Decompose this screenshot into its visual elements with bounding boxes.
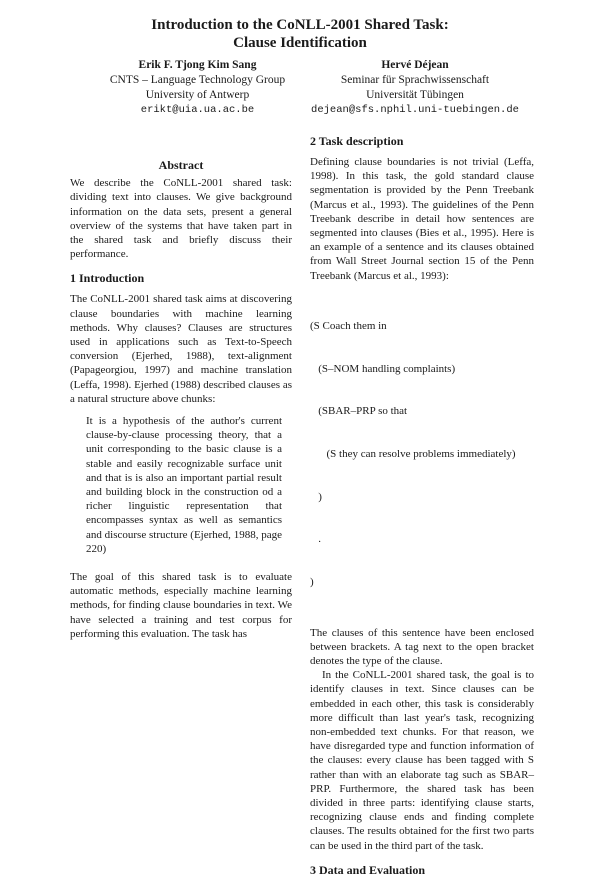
author-affiliation: Seminar für Sprachwissenschaft: [340, 74, 490, 86]
section-2-paragraph-1: Defining clause boundaries is not trivial (Leffa, 1998). In this task, the gold standard clause segmentation is provided by the Penn Treebank (Marcus et al., 1993). The guidelines of the Penn Treebank describe in detail how sentences are segmented into clauses (Bies et al., 1995). Here is an example of a sentence and its clauses obtained from Wall Street Journal section 15 of the Penn Treebank (Marcus et al., 1993):: [310, 156, 534, 282]
section-3-heading: 3 Data and Evaluation: [310, 862, 426, 877]
example-line: (SBAR–PRP so that: [310, 405, 408, 418]
section-1-heading: 1 Introduction: [70, 271, 145, 286]
author-institution: University of Antwerp: [145, 89, 250, 101]
section-2-paragraph-2: The clauses of this sentence have been enclosed between brackets. A tag next to the open bracket denotes the type of the clause.: [310, 626, 534, 667]
section-1-quote: It is a hypothesis of the author's current clause-by-clause processing theory, that a unit corresponding to the basic clause is a stable and easily recognizable surface unit and that is is also an important partial result and building block in the construction od a richer linguistic representation that encompasses syntax as well as semantics and discourse structure (Ejerhed, 1988, page 220): [86, 415, 282, 555]
author-email: erikt@uia.ua.ac.be: [140, 104, 255, 116]
author-name: Erik F. Tjong Kim Sang: [138, 59, 257, 71]
example-line: ): [310, 490, 322, 503]
left-column: [70, 158, 292, 641]
example-line: .: [310, 533, 321, 546]
example-line: (S–NOM handling complaints): [310, 362, 456, 375]
example-line: (S Coach them in: [310, 320, 387, 333]
example-line: (S they can resolve problems immediately): [310, 448, 516, 461]
author-name: Hervé Déjean: [381, 59, 449, 71]
title-line-1: Introduction to the CoNLL-2001 Shared Task:: [151, 17, 449, 33]
author-institution: Universität Tübingen: [366, 89, 464, 101]
author-block-1: [85, 58, 310, 118]
section-1-paragraph-1: The CoNLL-2001 shared task aims at discovering clause boundaries with machine learning methods. Why clauses? Clauses are structures used in applications such as Text-to-Speech conversion (Ejerhed, 1988), text-alignment (Papageorgiou, 1997) and machine translation (Leffa, 1998). Ejerhed (1988) described clauses as a natural structure above chunks:: [70, 293, 292, 405]
section-1-paragraph-2: The goal of this shared task is to evaluate automatic methods, especially machine learning methods, for finding clause boundaries in text. We have selected a training and test corpus for performing this evaluation. The task has: [70, 571, 292, 640]
paper-title: [0, 16, 600, 52]
clause-example: [310, 291, 534, 618]
title-line-2: Clause Identification: [233, 35, 367, 51]
author-block-2: [300, 58, 530, 118]
author-email: dejean@sfs.nphil.uni-tuebingen.de: [311, 104, 519, 116]
abstract-heading: Abstract: [158, 158, 204, 172]
author-affiliation: CNTS – Language Technology Group: [109, 74, 286, 86]
abstract-text: We describe the CoNLL-2001 shared task: dividing text into clauses. We give background information on the data sets, present a general overview of the systems that have taken part in the shared task and briefly discuss their performance.: [70, 177, 292, 261]
right-column: [310, 134, 534, 884]
section-2-heading: 2 Task description: [310, 134, 404, 148]
example-line: ): [310, 575, 314, 588]
section-2-paragraph-3: In the CoNLL-2001 shared task, the goal is to identify clauses in text. Since clauses can be embedded in each other, this task is considerably more difficult than last year's task, recognizing non-embedded text chunks. For that reason, we have disregarded type and function information of the clauses: every clause has been tagged with S rather than with an elaborate tag such as SBAR–PRP. Furthermore, the shared task has been divided in three parts: identifying clause starts, recognizing clause ends and finding complete clauses. The results obtained for the first two parts can be used in the third part of the task.: [310, 669, 534, 852]
